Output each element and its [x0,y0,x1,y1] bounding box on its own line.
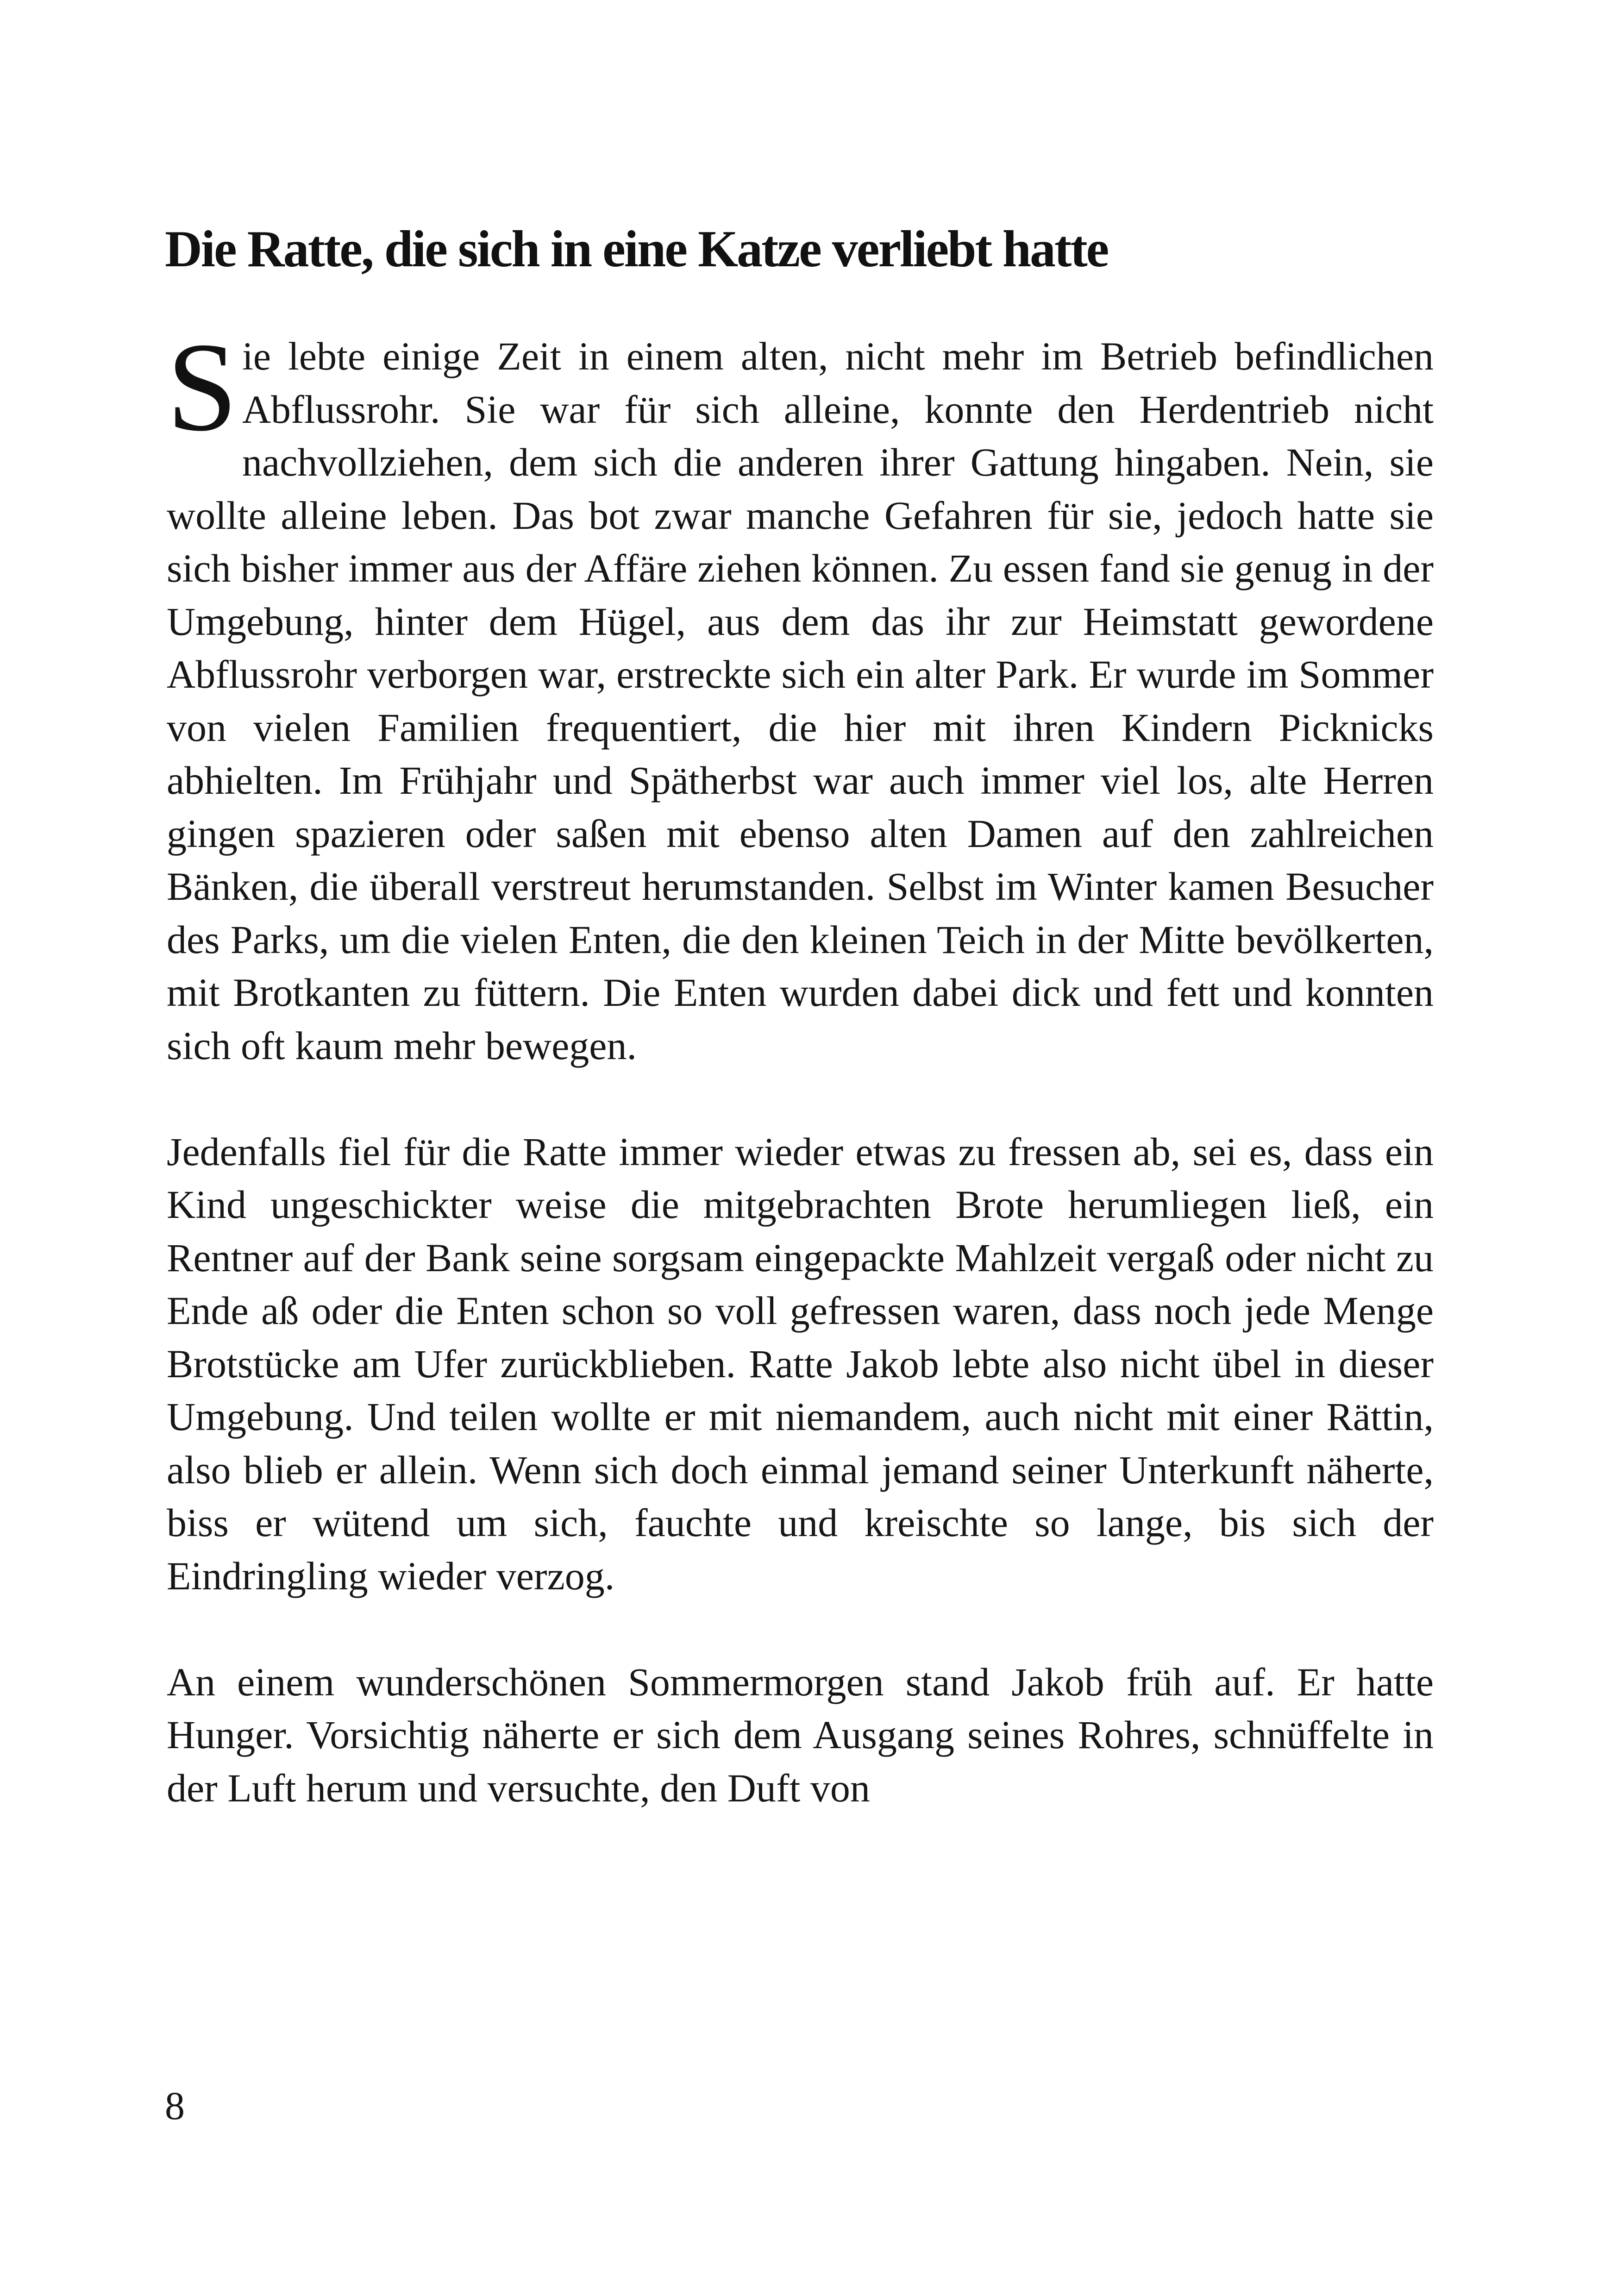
body-text [167,317,1434,1814]
paragraph-1-text: ie lebte einige Zeit in einem alten, nicht mehr im Betrieb befindlichen Abflussrohr. Sie war für sich alleine, konnte den Herdentrieb nicht nachvollziehen, dem sich die anderen ihrer Gattung hingaben. Nein, sie wollte alleine leben. Das bot zwar manche Gefahren für sie, jedoch hatte sie sich bisher immer aus der Affäre ziehen können. Zu essen fand sie genug in der Umgebung, hinter dem Hügel, aus dem das ihr zur Heimstatt gewordene Abflussrohr verborgen war, erstreckte sich ein alter Park. Er wurde im Sommer von vielen Familien frequentiert, die hier mit ihren Kindern Picknicks abhielten. Im Frühjahr und Spätherbst war auch immer viel los, alte Herren gingen spazieren oder saßen mit ebenso alten Damen auf den zahlreichen Bänken, die überall verstreut herumstanden. Selbst im Winter kamen Besucher des Parks, um die vielen Enten, die den kleinen Teich in der Mitte bevölkerten, mit Brotkanten zu füttern. Die Enten wurden dabei dick und fett und konnten sich oft kaum mehr bewegen. [167,334,1434,1068]
paragraph-1 [167,317,1434,1072]
page-number: 8 [165,2083,185,2128]
chapter-title: Die Ratte, die sich in eine Katze verliebt hatte [165,220,1108,278]
drop-cap: S [167,317,238,458]
paragraph-2: Jedenfalls fiel für die Ratte immer wieder etwas zu fressen ab, sei es, dass ein Kind ungeschickter weise die mitgebrachten Brote herumliegen ließ, ein Rentner auf der Bank seine sorgsam eingepackte Mahlzeit vergaß oder nicht zu Ende aß oder die Enten schon so voll gefressen waren, dass noch jede Menge Brotstücke am Ufer zurückblieben. Ratte Jakob lebte also nicht übel in dieser Umgebung. Und teilen wollte er mit niemandem, auch nicht mit einer Rättin, also blieb er allein. Wenn sich doch einmal jemand seiner Unterkunft näherte, biss er wütend um sich, fauchte und kreischte so lange, bis sich der Eindringling wieder verzog. [167,1129,1434,1598]
paragraph-3: An einem wunderschönen Sommermorgen stand Jakob früh auf. Er hatte Hunger. Vorsichtig näherte er sich dem Ausgang seines Rohres, schnüffelte in der Luft herum und versuchte, den Duft von [167,1659,1434,1810]
